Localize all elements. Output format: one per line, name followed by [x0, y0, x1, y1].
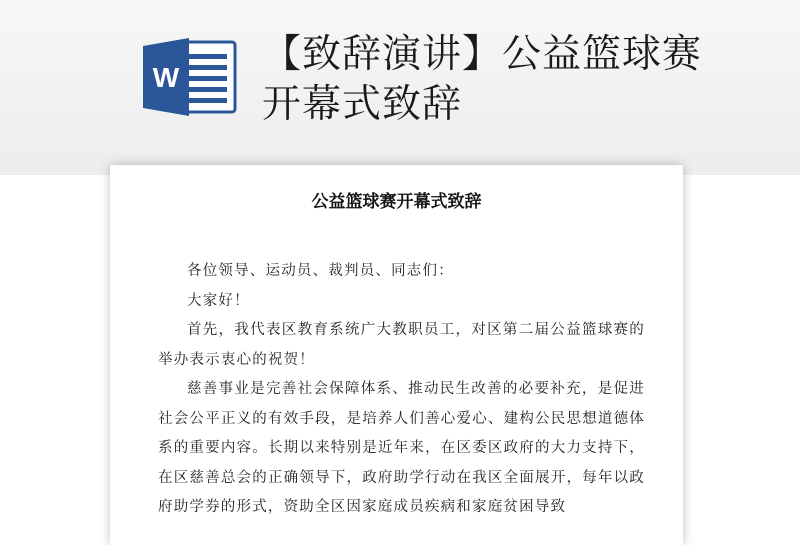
paragraph-congratulation: 首先，我代表区教育系统广大教职员工，对区第二届公益篮球赛的举办表示衷心的祝贺！ [158, 322, 645, 368]
paragraph-charity: 慈善事业是完善社会保障体系、推动民生改善的必要补充，是促进社会公平正义的有效手段，是培养人们善心爱心、建构公民思想道德体系的重要内容。长期以来特别是近年来，在区委区政府的大力支持下，在区慈善总会的正确领导下，政府助学行动在我区全面展开，每年以政府助学券的形式，资助全区因家庭成员疾病和家庭贫困导致 [158, 381, 645, 515]
word-logo-letter: W [152, 62, 180, 93]
document-page [110, 165, 683, 545]
page-heading: 公益篮球赛开幕式致辞 [311, 192, 482, 212]
document-body [158, 257, 645, 523]
document-title: 【致辞演讲】公益篮球赛开幕式致辞 [262, 32, 703, 127]
paragraph-salutation: 各位领导、运动员、裁判员、同志们： [187, 263, 454, 279]
word-document-icon [143, 38, 239, 116]
paragraph-greeting: 大家好！ [187, 292, 250, 309]
